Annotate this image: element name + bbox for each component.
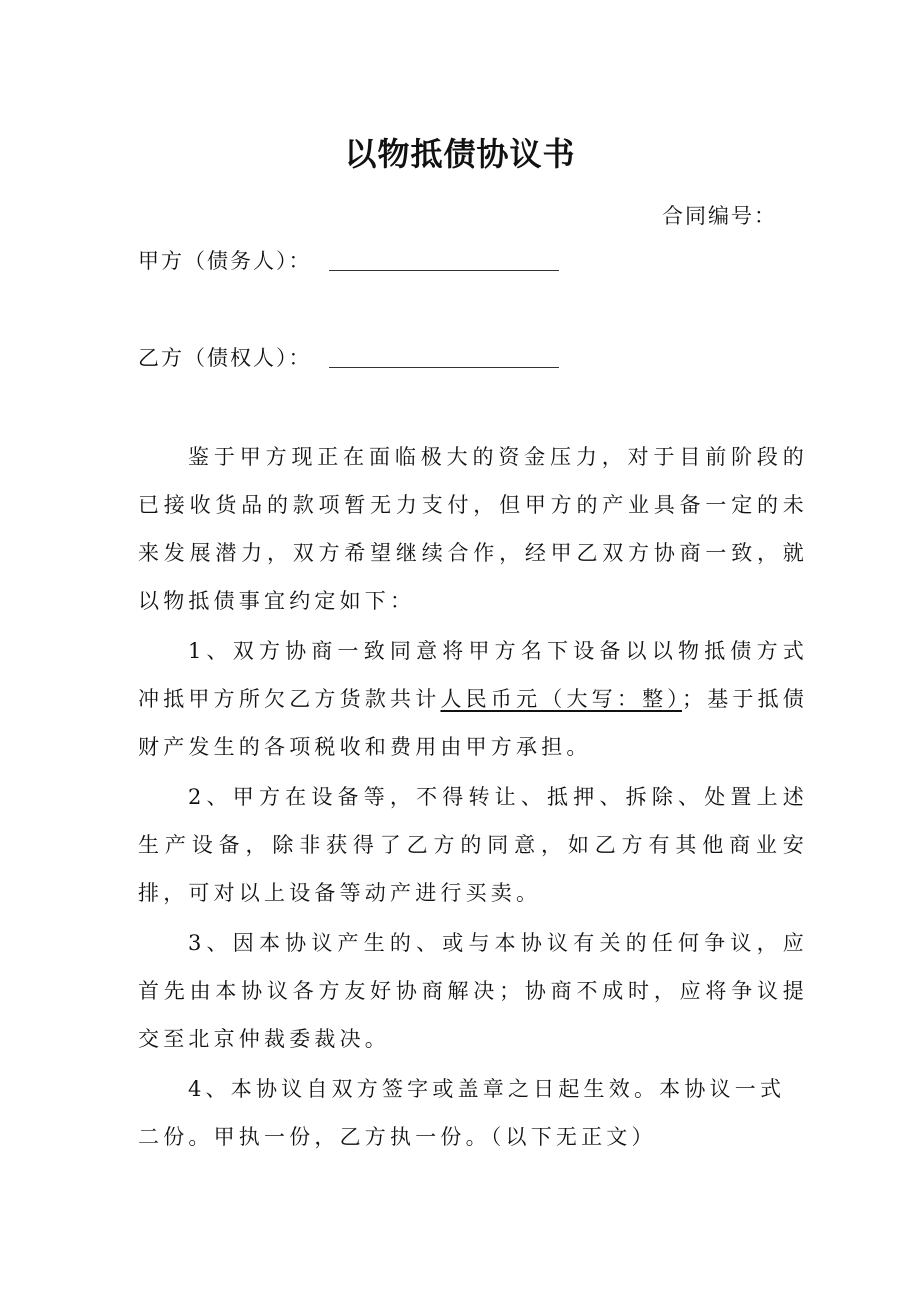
party-a-blank-line xyxy=(329,270,559,271)
clause-3: 3、因本协议产生的、或与本协议有关的任何争议，应首先由本协议各方友好协商解决；协商不成时，应将争议提交至北京仲裁委裁决。 xyxy=(138,931,808,1051)
clause-2: 2、甲方在设备等，不得转让、抵押、拆除、处置上述生产设备，除非获得了乙方的同意，如乙方有其他商业安排，可对以上设备等动产进行买卖。 xyxy=(138,785,808,905)
agreement-body xyxy=(138,433,808,1161)
party-b-label: 乙方（债权人）： xyxy=(138,346,312,370)
clause-1 xyxy=(138,627,808,771)
clause-4-line-1: 4、本协议自双方签字或盖章之日起生效。本协议一式 xyxy=(188,1077,786,1101)
party-b-blank-line xyxy=(329,367,559,368)
clause-4-line-2: 二份。甲执一份，乙方执一份。（以下无正文） xyxy=(138,1125,657,1149)
preamble-paragraph: 鉴于甲方现正在面临极大的资金压力，对于目前阶段的已接收货品的款项暂无力支付，但甲方的产业具备一定的未来发展潜力，双方希望继续合作，经甲乙双方协商一致，就以物抵债事宜约定如下： xyxy=(138,445,808,613)
clause-1-text: 1、双方协商一致同意将甲方名下设备以以物抵债方式冲抵甲方所欠乙方货款共计 xyxy=(138,639,808,711)
party-a-label: 甲方（债务人）： xyxy=(138,249,312,273)
document-title: 以物抵债协议书 xyxy=(344,135,576,173)
contract-number-label: 合同编号： xyxy=(662,204,777,228)
clause-1-amount: 人民币元（大写：整） xyxy=(440,687,682,711)
clause-1-tail: ；基于抵债财产发生的各项税收和费用由甲方承担。 xyxy=(138,687,809,759)
